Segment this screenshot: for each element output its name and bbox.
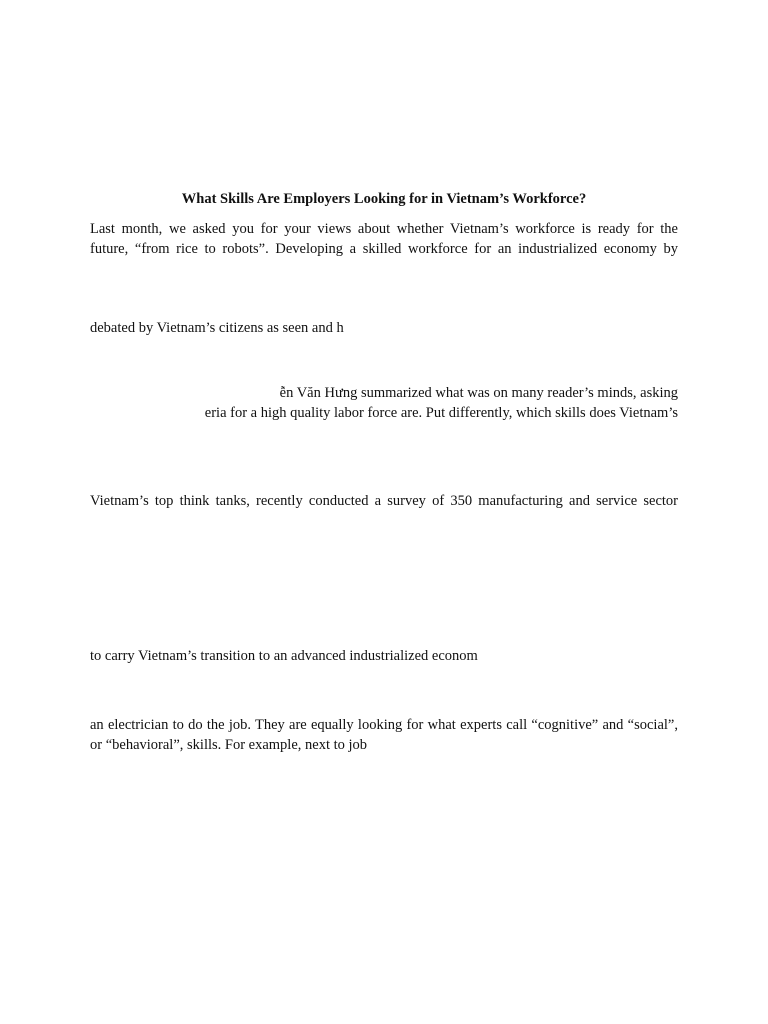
text-line-1: Last month, we asked you for your views about whether Vietnam’s workforce is ready for the <box>90 221 678 237</box>
text-line-3: debated by Vietnam’s citizens as seen and h <box>90 320 344 336</box>
text-line-6: Vietnam’s top think tanks, recently conducted a survey of 350 manufacturing and service sector <box>90 493 678 509</box>
document-title: What Skills Are Employers Looking for in Vietnam’s Workforce? <box>181 191 587 207</box>
text-line-5: eria for a high quality labor force are. Put differently, which skills does Vietnam’s <box>204 405 678 421</box>
text-line-2: future, “from rice to robots”. Developing a skilled workforce for an industrialized economy by <box>90 241 678 257</box>
text-line-4: ễn Văn Hưng summarized what was on many reader’s minds, asking <box>279 385 678 401</box>
text-line-9: or “behavioral”, skills. For example, next to job <box>90 737 368 753</box>
text-line-7: to carry Vietnam’s transition to an advanced industrialized econom <box>90 648 478 664</box>
text-line-8: an electrician to do the job. They are equally looking for what experts call “cognitive” and “social”, <box>90 717 678 733</box>
